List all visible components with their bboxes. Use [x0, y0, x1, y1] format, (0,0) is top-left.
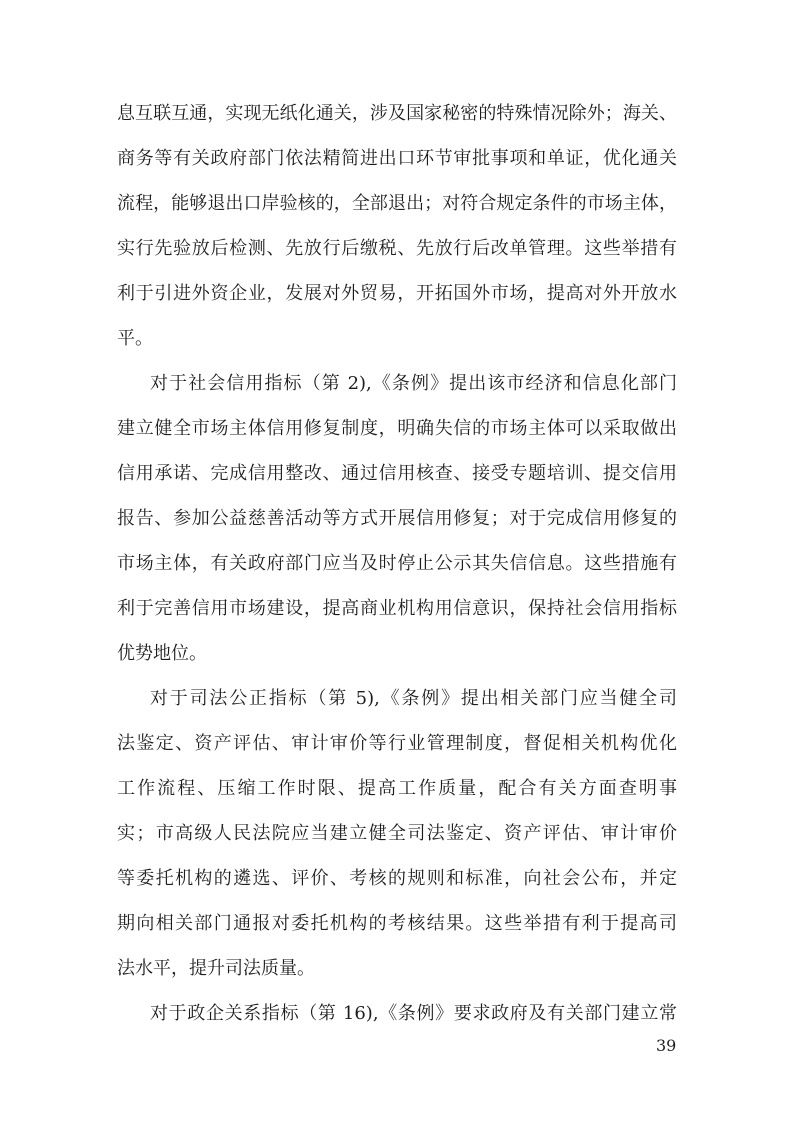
- text-line: 利于引进外资企业，发展对外贸易，开拓国外市场，提高对外开放水: [117, 283, 677, 304]
- paragraph-4: [117, 991, 677, 1036]
- text-line: 工作流程、压缩工作时限、提高工作质量，配合有关方面查明事: [117, 778, 677, 799]
- text-line: 信用承诺、完成信用整改、通过信用核查、接受专题培训、提交信用: [117, 463, 677, 484]
- text-line: 等委托机构的遴选、评价、考核的规则和标准，向社会公布，并定: [117, 868, 677, 889]
- text-line: 对于政企关系指标（第 16),《条例》要求政府及有关部门建立常: [150, 1003, 677, 1024]
- text-line: 商务等有关政府部门依法精简进出口环节审批事项和单证，优化通关: [117, 148, 677, 169]
- text-line: 法鉴定、资产评估、审计审价等行业管理制度，督促相关机构优化: [117, 733, 677, 754]
- paragraph-1: [117, 91, 677, 361]
- text-line: 对于司法公正指标（第 5),《条例》提出相关部门应当健全司: [150, 688, 677, 709]
- text-line: 实；市高级人民法院应当建立健全司法鉴定、资产评估、审计审价: [117, 823, 677, 844]
- text-line: 平。: [117, 328, 153, 349]
- text-line: 市场主体，有关政府部门应当及时停止公示其失信信息。这些措施有: [117, 553, 677, 574]
- text-line: 流程，能够退出口岸验核的，全部退出；对符合规定条件的市场主体，: [117, 193, 677, 214]
- paragraph-3: [117, 676, 677, 991]
- text-line: 报告、参加公益慈善活动等方式开展信用修复；对于完成信用修复的: [117, 508, 677, 529]
- text-line: 实行先验放后检测、先放行后缴税、先放行后改单管理。这些举措有: [117, 238, 677, 259]
- text-line: 期向相关部门通报对委托机构的考核结果。这些举措有利于提高司: [117, 913, 677, 934]
- document-body: [117, 91, 677, 1036]
- text-line: 建立健全市场主体信用修复制度，明确失信的市场主体可以采取做出: [117, 418, 677, 439]
- text-line: 息互联互通，实现无纸化通关，涉及国家秘密的特殊情况除外；海关、: [117, 103, 677, 124]
- text-line: 利于完善信用市场建设，提高商业机构用信意识，保持社会信用指标: [117, 598, 677, 619]
- text-line: 法水平，提升司法质量。: [117, 958, 315, 979]
- text-line: 对于社会信用指标（第 2),《条例》提出该市经济和信息化部门: [150, 373, 677, 394]
- text-line: 优势地位。: [117, 643, 207, 664]
- paragraph-2: [117, 361, 677, 676]
- page-number: 39: [656, 1036, 677, 1055]
